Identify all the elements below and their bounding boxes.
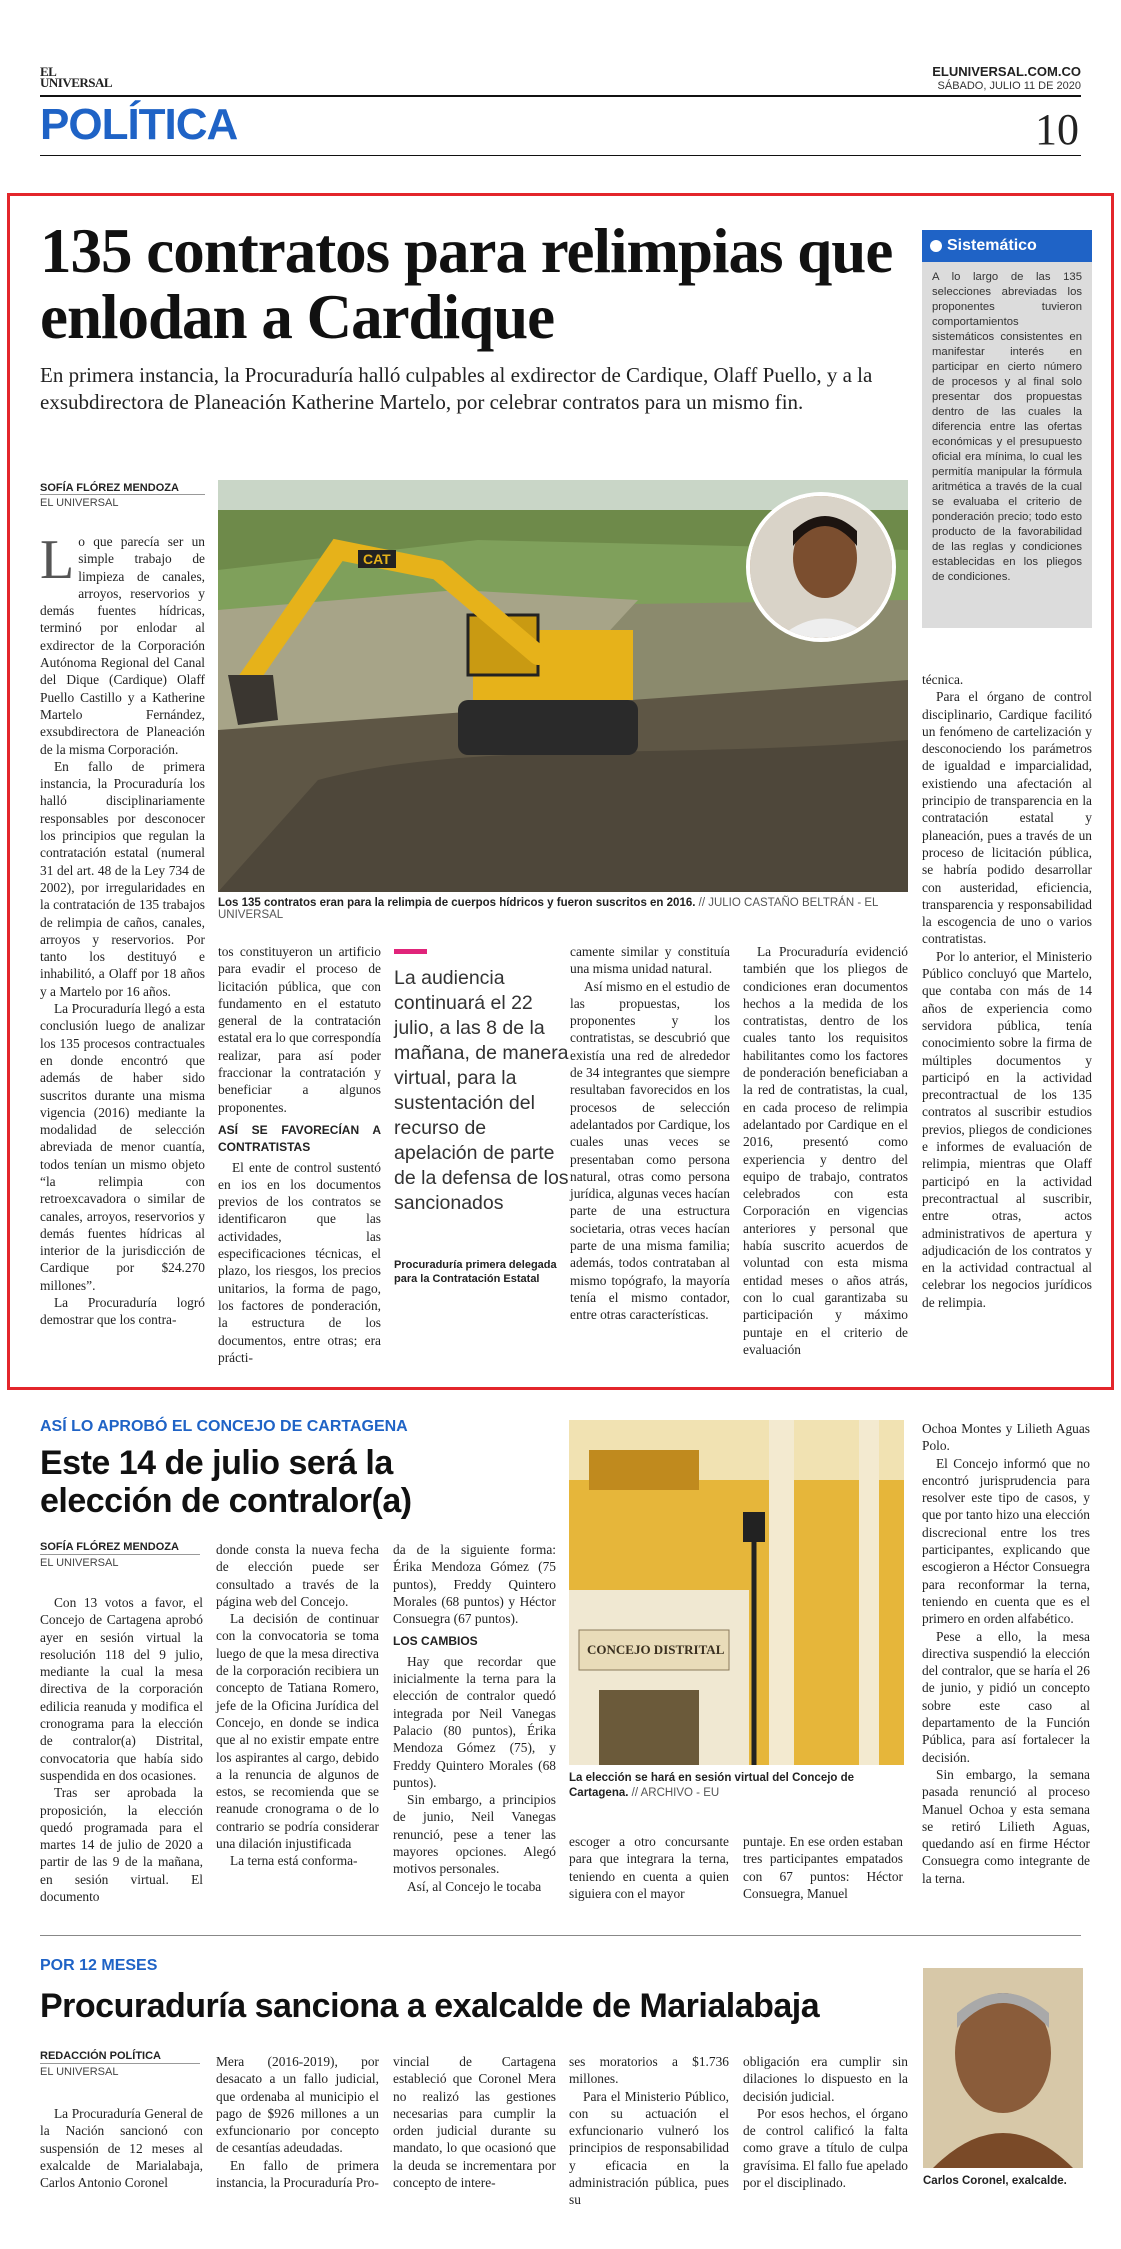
paragraph: La Procuraduría logró demostrar que los contra- [40, 1295, 205, 1328]
article2-byline: SOFÍA FLÓREZ MENDOZA [40, 1541, 179, 1553]
paragraph: Así, al Concejo le tocaba [407, 1878, 542, 1894]
article2-column-6 [922, 1420, 1090, 1887]
article1-column-2 [218, 943, 381, 1366]
subheading: LOS CAMBIOS [393, 1634, 478, 1649]
svg-text:CAT: CAT [363, 551, 391, 567]
paragraph: La decisión de continuar con la convocatoria se toma luego de que la mesa directiva de la corporación recibiera un concepto de Tatiana Romero, jefe de la Oficina Jurídica del Concejo, en donde se indica que al no existir empate entre los aspirantes al cargo, debido a la renuncia de algunos de estos, se recomienda que se reanude cronograma o de lo contrario se podría considerar una dilación injustificada [216, 1611, 379, 1852]
paragraph: Para el Ministerio Público, con su actuación el exfuncionario vulneró los principios de responsabilidad y eficacia en la administración pública, pues su [569, 2088, 729, 2208]
article3-column-3 [393, 2053, 556, 2191]
paragraph: camente similar y constituía una misma unidad natural. [570, 944, 730, 977]
newspaper-logo: EL UNIVERSAL [40, 64, 113, 90]
paragraph: El ente de control sustentó en ios en los documentos previos de los contratos se identificaron que las actividades, las especificaciones técnicas, el plazo, los riesgos, los precios unitarios, la forma de pago, los factores de ponderación, la estructura de los documentos, entre otras; era prácti- [218, 1159, 381, 1365]
article2-column-4 [569, 1833, 729, 1902]
article2-column-2 [216, 1541, 379, 1870]
article2-column-5 [743, 1833, 903, 1902]
article1-column-3 [570, 943, 730, 1324]
article3-byline: REDACCIÓN POLÍTICA [40, 2050, 161, 2062]
paragraph: Mera (2016-2019), por desacato a un fallo judicial, que ordenaba al municipio el pago de $926 millones a un exfuncionario por concepto de cesantías adeudadas. [216, 2054, 379, 2156]
photo-caption: Los 135 contratos eran para la relimpia de cuerpos hídricos y fueron suscritos en 2016. // JULIO CASTAÑO BELTRÁN - EL UNIVERSAL [218, 897, 878, 921]
article1-column-5 [922, 671, 1092, 1311]
paragraph: ses moratorios a $1.736 millones. [569, 2054, 729, 2087]
paragraph: Para el órgano de control disciplinario, Cardique facilitó un fenómeno de cartelización y desconociendo los parámetros de igualdad e imparcialidad, existiendo una afectación al principio de transparencia en la contratación estatal y planeación, pues a través de un proceso de licitación pública, se habría podido desarrollar con austeridad, eficiencia, transparencia y responsabilidad la escogencia de uno o varios contratistas. [922, 689, 1092, 947]
article3-column-4 [569, 2053, 729, 2209]
article1-byline: SOFÍA FLÓREZ MENDOZA [40, 482, 179, 494]
article3-headline: Procuraduría sanciona a exalcalde de Marialabaja [40, 1987, 820, 2025]
byline-rule [40, 494, 205, 495]
article3-column-1 [40, 2105, 203, 2191]
bullet-icon [930, 240, 942, 252]
paragraph: En fallo de primera instancia, la Procuraduría Pro- [216, 2157, 379, 2191]
website-url: ELUNIVERSAL.COM.CO [932, 64, 1081, 79]
section-rule [40, 155, 1081, 156]
paragraph: técnica. [922, 672, 964, 687]
sidebar-header [922, 230, 1092, 262]
paragraph: Sin embargo, a principios de junio, Neil Vanegas renunció, pese a tener las mayores opciones. Alegó motivos personales. [393, 1792, 556, 1877]
paragraph: donde consta la nueva fecha de elección puede ser consultado a través de la página web del Concejo. [216, 1542, 379, 1609]
article3-column-2 [216, 2053, 379, 2191]
drop-cap: L [40, 529, 75, 591]
article1-headline: 135 contratos para relimpias que enlodan a Cardique [40, 216, 893, 352]
paragraph: tos constituyeron un artificio para evadir el proceso de licitación pública, que con fundamento en el estatuto general de la contratación estatal era lo que correspondía realizar, para así poder fraccionar la contratación y beneficiar a algunos proponentes. [218, 944, 381, 1115]
paragraph: Hay que recordar que inicialmente la terna para la elección de contralor quedó integrada por Neil Vanegas Palacio (80 puntos), Érika Mendoza Gómez (75), y Freddy Quintero Morales (68 puntos). [393, 1653, 556, 1790]
paragraph: Con 13 votos a favor, el Concejo de Cartagena aprobó ayer en sesión virtual la resolución 118 del 9 julio, mediante la cual la mesa directiva de la corporación edilicia reanuda y modifica el cronograma para la elección de contralor(a) Distrital, convocatoria que había sido suspendida en dos ocasiones. [40, 1595, 203, 1783]
paragraph: La Procuraduría llegó a esta conclusión luego de analizar los 135 procesos contractuales en donde encontró que además de haber sido suscritos durante una misma vigencia (2016) mediante la modalidad de selección abreviada de menor cuantía, todos tenían un mismo objeto “la relimpia con retroexcavadora o similar de canales, arroyos, reservorios y demás fuentes hídricas al interior de la jurisdicción de Cardique por $24.270 millones”. [40, 1001, 205, 1293]
paragraph: Por esos hechos, el órgano de control calificó la falta como grave a título de culpa gravísima. El fallo fue apelado por el disciplinado. [743, 2105, 908, 2191]
paragraph: Así mismo en el estudio de las propuestas, los proponentes y los contratistas, se descubrió que existía una red de alrededor de 34 integrantes que siempre resultaban favorecidos en los procesos de selección adelantados por Cardique, los cuales unas veces se presentaban como persona natural, otras como persona jurídica, algunas veces hacían parte de una estructura societaria, otras veces hacían parte de una misma familia; además, todos contrataban al mismo topógrafo, la mayoría tenía el mismo contador, entre otras características. [570, 978, 730, 1323]
coronel-portrait [923, 1968, 1083, 2168]
byline-rule [40, 1554, 200, 1555]
portrait-illustration [923, 1968, 1083, 2168]
article2-headline: Este 14 de julio será la elección de contralor(a) [40, 1444, 412, 1520]
excavator-photo [218, 480, 908, 892]
sidebar-text: A lo largo de las 135 selecciones abreviadas los proponentes tuvieron comportamientos sistemáticos consistentes en manifestar interés en participar en cierto número de procesos y al final solo presentar dos propuestas dentro de las cuales la diferencia entre las ofertas económicas y el presupuesto oficial era mínima, lo cual les permitía manipular la fórmula aritmética a través de la cual se evaluaba el criterio de ponderación precio; todo esto producto de la favorabilidad de las reglas y condiciones establecidas en los pliegos de condiciones. [932, 271, 1082, 583]
paragraph: Tras ser aprobada la proposición, la elección quedó programada para el martes 14 de julio de 2020 a partir de las 9 de la mañana, en sesión virtual. El documento [40, 1785, 203, 1905]
pullquote-attribution: Procuraduría primera delegada para la Contratación Estatal [394, 1259, 557, 1285]
article3-outlet: EL UNIVERSAL [40, 2066, 119, 2078]
pullquote-accent [394, 949, 427, 954]
subheading: ASÍ SE FAVORECÍAN A CONTRATISTAS [218, 1122, 381, 1155]
sidebar-box [922, 230, 1092, 628]
paragraph: La terna está conforma- [230, 1853, 358, 1869]
paragraph: La Procuraduría General de la Nación sancionó con suspensión de 12 meses al exalcalde de Marialabaja, Carlos Antonio Coronel [40, 2106, 203, 2191]
article1-lead: En primera instancia, la Procuraduría halló culpables al exdirector de Cardique, Olaff Puello, y a la exsubdirectora de Planeación Katherine Martelo, por celebrar contratos para un mismo fin. [40, 363, 873, 414]
sidebar-title: Sistemático [947, 237, 1037, 254]
page-number: 10 [1035, 105, 1079, 154]
paragraph: puntaje. En ese orden estaban tres participantes empatados con 67 puntos: Héctor Consuegra, Manuel [743, 1834, 903, 1901]
masthead-rule [40, 95, 1081, 97]
building-illustration [569, 1420, 904, 1765]
article2-column-1 [40, 1594, 203, 1905]
article2-column-3 [393, 1541, 556, 1895]
article-divider [40, 1935, 1081, 1936]
issue-date: SÁBADO, JULIO 11 DE 2020 [937, 80, 1081, 92]
inset-portrait [746, 492, 896, 642]
concejo-building-photo [569, 1420, 904, 1765]
paragraph: La Procuraduría evidenció también que los pliegos de condiciones eran documentos hechos a la medida de los contratistas, dentro de los cuales tanto los requisitos habilitantes como los factores de ponderación beneficiaban a la red de contratistas, la cual, en cada proceso de relimpia adelantado por Cardique en el 2016, presentó como experiencia y dentro del equipo de trabajo, contratos celebrados con esta Corporación en vigencias anteriores y personal que había suscrito acuerdos de voluntad con esta misma entidad meses o años atrás, con lo cual garantizaba su participación y máximo puntaje en el criterio de evaluación [743, 944, 908, 1357]
photo-caption: Carlos Coronel, exalcalde. [923, 2175, 1067, 2187]
paragraph: Ochoa Montes y Lilieth Aguas Polo. [922, 1421, 1090, 1454]
article2-outlet: EL UNIVERSAL [40, 1557, 119, 1569]
paragraph: Pese a ello, la mesa directiva suspendió la elección del contralor, que se haría el 26 de junio, y pidió un concepto sobre este caso al departamento de la Función Pública, para así fortalecer la decisión. [922, 1628, 1090, 1765]
article1-column-4 [743, 943, 908, 1358]
paragraph: obligación era cumplir sin dilaciones lo dispuesto en la decisión judicial. [743, 2054, 908, 2104]
section-title: POLÍTICA [40, 100, 238, 149]
paragraph: o que parecía ser un simple trabajo de limpieza de canales, arroyos, reservorios y demás fuentes hídricas, terminó por enlodar al exdirector de la Corporación Autónoma Regional del Canal del Dique (Cardique) Olaff Puello Castillo y a Katherine Martelo Fernández, exsubdirectora de Planeación de la misma Corporación. [40, 534, 205, 757]
paragraph: escoger a otro concursante para que integrara la terna, teniendo en cuenta a quien siguiera con el mayor [569, 1834, 729, 1901]
paragraph: da de la siguiente forma: Érika Mendoza Gómez (75 puntos), Freddy Quintero Morales (68 puntos) y Héctor Consuegra (67 puntos). [393, 1542, 556, 1627]
pullquote: La audiencia continuará el 22 julio, a las 8 de la mañana, de manera virtual, para la sustentación del recurso de apelación de parte de la defensa de los sancionados [394, 967, 569, 1214]
paragraph: Sin embargo, la semana pasada renunció al proceso Manuel Ochoa y esta semana se retiró Lilieth Aguas, quedando así en firme Héctor Consuegra como integrante de la terna. [922, 1766, 1090, 1886]
concejo-sign: CONCEJO DISTRITAL [587, 1642, 725, 1657]
article1-outlet: EL UNIVERSAL [40, 497, 119, 509]
photo-caption: La elección se hará en sesión virtual del Concejo de Cartagena. // ARCHIVO - EU [569, 1772, 855, 1799]
paragraph: Por lo anterior, el Ministerio Público concluyó que Martelo, que contaba con más de 14 años de experiencia como servidora pública, tenía conocimiento sobre la firma de múltiples documentos y participó en la actividad precontractual de los 135 contratos al suscribir estudios previos, pliegos de condiciones e informes de evaluación de relimpia, mientras que Olaff participó en la actividad precontractual al suscribir, entre otras, actos administrativos de apertura y adjudicación de los contratos y en la actividad contractual al celebrar los negocios jurídicos de relimpia. [922, 948, 1092, 1310]
paragraph: En fallo de primera instancia, la Procuraduría los halló disciplinariamente responsables por desconocer los principios que regulan la contratación estatal (numeral 31 del art. 48 de la Ley 734 de 2002), por irregularidades en la contratación de 135 trabajos de relimpia de caños, canales, arroyos y reservorios. Por tanto los destituyó e inhabilitó, a Olaff por 18 años y a Martelo por 16 años. [40, 758, 205, 999]
article2-kicker: ASÍ LO APROBÓ EL CONCEJO DE CARTAGENA [40, 1418, 408, 1435]
article1-column-1 [40, 529, 205, 1329]
byline-rule [40, 2063, 200, 2064]
article3-kicker: POR 12 MESES [40, 1957, 158, 1974]
paragraph: vincial de Cartagena estableció que Coronel Mera no realizó las gestiones necesarias para cumplir la orden judicial durante su mandato, lo que ocasionó que la deuda se incrementara por concepto de intere- [393, 2054, 556, 2191]
article3-column-5 [743, 2053, 908, 2191]
paragraph: El Concejo informó que no encontró jurisprudencia para resolver este tipo de casos, y que por tanto hizo una elección discrecional entre los tres participantes, explicando que escogieron a Héctor Consuegra para reconformar la terna, teniendo en cuenta que es el primero en orden alfabético. [922, 1455, 1090, 1627]
